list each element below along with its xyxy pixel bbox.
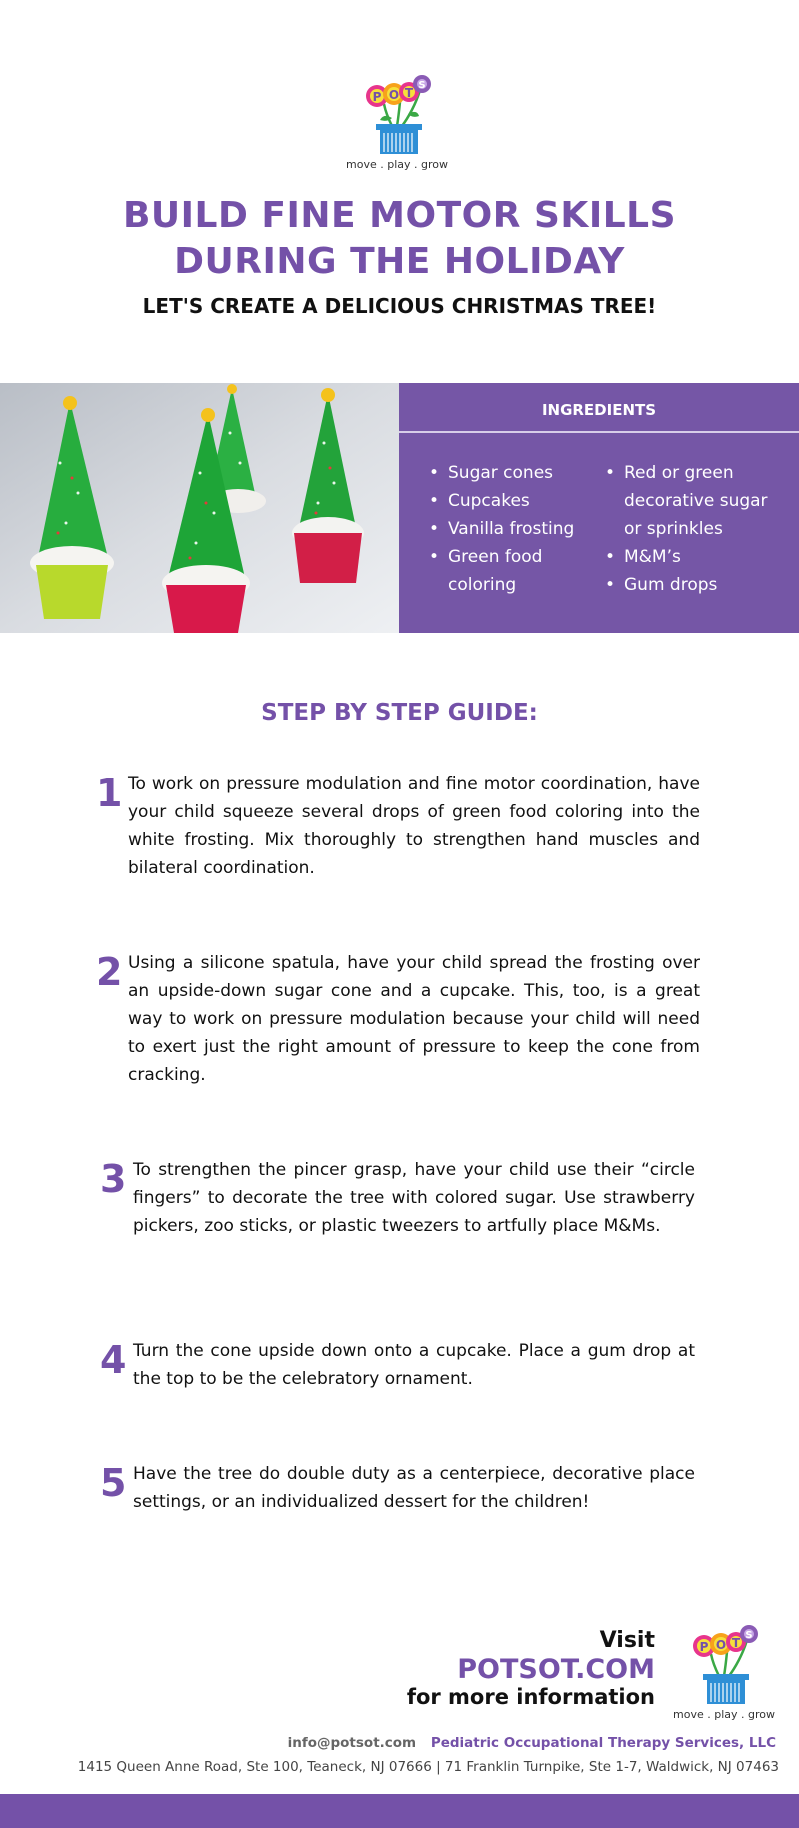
email-link[interactable]: info@potsot.com — [287, 1735, 417, 1751]
ingredients-heading: INGREDIENTS — [399, 383, 799, 433]
step-number: 1 — [96, 771, 123, 815]
guide-heading: STEP BY STEP GUIDE: — [261, 700, 538, 726]
ingredients-list-1 — [429, 459, 605, 599]
contact-line — [288, 1735, 776, 1751]
ingredients-panel — [399, 383, 799, 633]
step-text: Have the tree do double duty as a centerpiece, decorative place settings, or an individualized dessert for the children! — [133, 1464, 695, 1512]
step-number: 3 — [100, 1157, 127, 1201]
step-text: Turn the cone upside down onto a cupcake. Place a gum drop at the top to be the celebratory ornament. — [133, 1341, 695, 1389]
logo-letter-p: P — [372, 90, 382, 104]
step-text: To strengthen the pincer grasp, have your child use their “circle fingers” to decorate the tree with colored sugar. Use strawberry pickers, zoo sticks, or plastic tweezers to artfully place M&Ms. — [133, 1160, 695, 1236]
list-item: • Cupcakes — [429, 487, 605, 515]
logo-letter-s: S — [745, 1630, 753, 1641]
list-item: • Sugar cones — [429, 459, 605, 487]
logo-tagline: move . play . grow — [673, 1708, 775, 1721]
list-item: • M&M’s — [605, 543, 775, 571]
logo-letter-t: T — [404, 86, 414, 100]
step-number: 2 — [96, 950, 123, 994]
logo-letter-s: S — [418, 80, 426, 91]
page-title — [0, 193, 799, 285]
christmas-tree-cupcakes-photo — [0, 383, 399, 633]
visit-label: Visit — [599, 1628, 655, 1653]
logo-letter-p: P — [699, 1640, 709, 1654]
pots-logo — [347, 74, 447, 171]
list-item: • Green food coloring — [429, 543, 605, 599]
footer-bar — [0, 1794, 799, 1828]
flower-pot-logo-icon — [362, 74, 432, 156]
logo-letter-o: O — [388, 88, 400, 102]
list-item: • Gum drops — [605, 571, 775, 599]
logo-letter-t: T — [731, 1636, 741, 1650]
website-link[interactable]: POTSOT.COM — [457, 1654, 655, 1685]
page-subtitle: LET'S CREATE A DELICIOUS CHRISTMAS TREE! — [142, 294, 657, 318]
logo-tagline: move . play . grow — [346, 158, 448, 171]
pots-logo-footer — [673, 1624, 775, 1721]
step-number: 4 — [100, 1338, 127, 1382]
organization-name: Pediatric Occupational Therapy Services, LLC — [430, 1735, 776, 1751]
step-text: Using a silicone spatula, have your child spread the frosting over an upside-down sugar cone and a cupcake. This, too, is a great way to work on pressure modulation because your child will need to exert just the right amount of pressure to keep the cone from cracking. — [128, 953, 700, 1085]
list-item: • Red or green decorative sugar or sprinkles — [605, 459, 775, 543]
title-line-2: DURING THE HOLIDAY — [174, 241, 625, 282]
logo-letter-o: O — [715, 1638, 727, 1652]
more-info-label: for more information — [406, 1685, 655, 1709]
step-number: 5 — [100, 1461, 127, 1505]
step-text: To work on pressure modulation and fine motor coordination, have your child squeeze several drops of green food coloring into the white frosting. Mix thoroughly to strengthen hand muscles and bilateral coordination. — [128, 774, 700, 878]
ingredients-list-2 — [605, 459, 775, 599]
title-line-1: BUILD FINE MOTOR SKILLS — [122, 195, 677, 236]
list-item: • Vanilla frosting — [429, 515, 605, 543]
address-line: 1415 Queen Anne Road, Ste 100, Teaneck, NJ 07666 | 71 Franklin Turnpike, Ste 1-7, Waldwick, NJ 07463 — [77, 1759, 779, 1775]
flower-pot-logo-icon — [689, 1624, 759, 1706]
